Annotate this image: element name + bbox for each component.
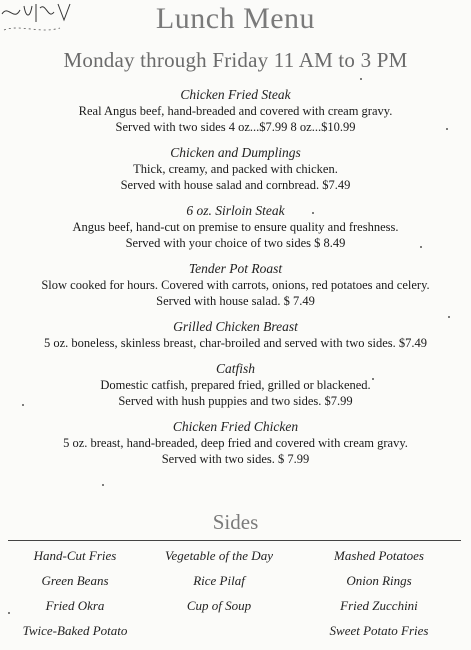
menu-item-name: Grilled Chicken Breast [173,319,298,334]
side-item: Green Beans [41,573,109,588]
side-item: Mashed Potatoes [334,548,424,563]
menu-item-description: Real Angus beef, hand-breaded and covered with cream gravy. [78,104,393,118]
menu-item [0,260,471,309]
menu-item-description: Slow cooked for hours. Covered with carrots, onions, red potatoes and celery. [41,278,430,292]
menu-item-description: Served with house salad and cornbread. $7.49 [120,178,351,192]
side-item: Rice Pilaf [193,573,245,588]
menu-item-description: 5 oz. breast, hand-breaded, deep fried and covered with cream gravy. [63,436,408,450]
menu-item-description: Angus beef, hand-cut on premise to ensure quality and freshness. [72,220,399,234]
menu-hours: Monday through Friday 11 AM to 3 PM [63,48,408,72]
sides-row [0,548,471,573]
menu-item-description: 5 oz. boneless, skinless breast, char-broiled and served with two sides. $7.49 [43,336,427,350]
scan-speck [448,316,450,318]
side-item: Fried Zucchini [340,598,418,613]
menu-item-description: Served with house salad. $ 7.49 [156,294,315,308]
scan-speck [360,78,362,80]
sides-divider [8,540,461,541]
menu-item-description: Served with two sides 4 oz...$7.99 8 oz...$10.99 [115,120,356,134]
sides-list [0,548,471,648]
side-item: Vegetable of the Day [165,548,273,563]
sides-heading: Sides [212,510,259,534]
sides-row [0,598,471,623]
sides-row [0,623,471,648]
menu-item-name: Chicken Fried Chicken [172,419,299,434]
scan-speck [8,612,10,614]
menu-item-name: Chicken Fried Steak [180,87,291,102]
scan-speck [372,378,374,380]
menu-item [0,202,471,251]
sides-row [0,573,471,598]
menu-item-name: Catfish [215,361,255,376]
menu-item [0,86,471,135]
menu-item-name: Tender Pot Roast [188,261,283,276]
side-item: Fried Okra [45,598,105,613]
side-item: Hand-Cut Fries [33,548,117,563]
side-item: Cup of Soup [186,598,252,613]
menu-items-list [0,86,471,476]
side-item: Twice-Baked Potato [22,623,128,638]
side-item: Sweet Potato Fries [329,623,429,638]
scan-speck [102,484,104,486]
menu-item-name: 6 oz. Sirloin Steak [186,203,285,218]
menu-item-name: Chicken and Dumplings [170,145,301,160]
scan-speck [420,246,422,248]
menu-item-description: Thick, creamy, and packed with chicken. [133,162,338,176]
scan-speck [22,404,24,406]
scan-speck [446,128,448,130]
menu-item-description: Served with your choice of two sides $ 8.49 [125,236,346,250]
scan-speck [312,212,314,214]
menu-item [0,318,471,351]
menu-item-description: Domestic catfish, prepared fried, grilled or blackened. [100,378,371,392]
menu-item [0,418,471,467]
side-item: Onion Rings [346,573,412,588]
menu-item [0,144,471,193]
menu-title: Lunch Menu [155,2,316,35]
menu-item-description: Served with hush puppies and two sides. $7.99 [118,394,353,408]
menu-item [0,360,471,409]
menu-item-description: Served with two sides. $ 7.99 [161,452,310,466]
